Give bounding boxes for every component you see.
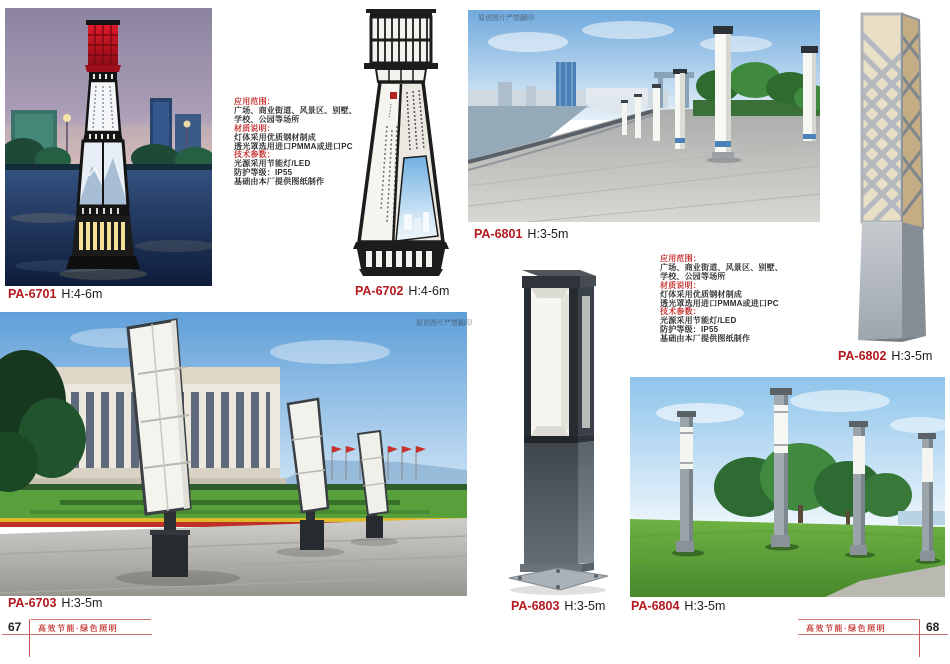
spec-line: 广场、商业街道、风景区、别墅、: [234, 105, 357, 115]
lawn-scene: [630, 377, 945, 597]
model-number: PA-6803: [511, 599, 560, 613]
label-pa6703: [8, 596, 102, 610]
height-spec: H:3-5m: [527, 227, 569, 241]
watermark-text: 原创图片严禁翻印: [416, 320, 472, 327]
photo-pa6701: [5, 8, 212, 286]
spec-line: 光源采用节能灯/LED: [660, 316, 737, 326]
lattice-column-drawing: [845, 6, 945, 346]
spec-block-left: [234, 98, 357, 187]
spec-title-material: 材质说明：: [660, 280, 701, 290]
footer-rule-top-left: [31, 619, 151, 620]
label-pa6804: [631, 599, 725, 613]
model-number: PA-6701: [8, 287, 57, 301]
spec-line: 基础由本厂提供图纸制作: [234, 177, 325, 187]
footer-rule-top-right: [798, 619, 918, 620]
footer-rule-bottom-left: [2, 634, 152, 635]
watermark-text: 原创图片严禁翻印: [478, 15, 534, 22]
spec-line: 灯体采用优质钢材制成: [234, 132, 316, 142]
height-spec: H:3-5m: [564, 599, 606, 613]
spec-title-tech: 技术参数：: [234, 150, 275, 160]
spec-line: 基础由本厂提供图纸制作: [660, 334, 751, 344]
spec-line: 透光罩选用进口PMMA或进口PC: [660, 298, 779, 308]
height-spec: H:3-5m: [61, 596, 103, 610]
model-number: PA-6703: [8, 596, 57, 610]
photo-pa6703: [0, 312, 467, 596]
spec-title-tech: 技术参数：: [660, 307, 701, 317]
render-pa6702: [344, 6, 459, 280]
render-pa6803: [506, 254, 611, 599]
spec-line: 广场、商业街道、风景区、别墅、: [660, 262, 783, 272]
page-number-right: 68: [926, 620, 940, 634]
spec-title-material: 材质说明：: [234, 123, 275, 133]
footer-slogan-right: 高效节能·绿色照明: [806, 624, 887, 633]
footer-divider-right: [919, 619, 920, 657]
label-pa6803: [511, 599, 605, 613]
night-plaza-scene: [5, 8, 212, 286]
spec-block-right: [660, 255, 783, 344]
spec-line: 光源采用节能灯/LED: [234, 159, 311, 169]
spec-line: 防护等级：IP55: [234, 168, 293, 178]
waterfront-scene: [468, 10, 820, 222]
spec-title-application: 应用范围：: [234, 97, 275, 106]
render-pa6802: [845, 6, 945, 346]
building-plaza-scene: [0, 312, 467, 596]
height-spec: H:3-5m: [891, 349, 933, 363]
spec-line: 学校、公园等场所: [234, 114, 300, 124]
label-pa6801: [474, 227, 568, 241]
photo-pa6801: [468, 10, 820, 222]
model-number: PA-6801: [474, 227, 523, 241]
label-pa6802: [838, 349, 932, 363]
label-pa6702: [355, 284, 449, 298]
spec-line: 透光罩选用进口PMMA或进口PC: [234, 141, 353, 151]
footer-rule-bottom-right: [798, 634, 948, 635]
photo-pa6804: [630, 377, 945, 597]
footer-divider-left: [29, 619, 30, 657]
model-number: PA-6802: [838, 349, 887, 363]
spec-line: 防护等级：IP55: [660, 325, 719, 335]
spec-line: 学校、公园等场所: [660, 271, 726, 281]
footer-slogan-left: 高效节能·绿色照明: [38, 624, 119, 633]
column-light-drawing: [506, 254, 611, 599]
label-pa6701: [8, 287, 102, 301]
model-number: PA-6702: [355, 284, 404, 298]
spec-line: 灯体采用优质钢材制成: [660, 289, 742, 299]
model-number: PA-6804: [631, 599, 680, 613]
height-spec: H:4-6m: [408, 284, 450, 298]
tower-lamp-drawing: [344, 6, 459, 280]
page-number-left: 67: [8, 620, 22, 634]
height-spec: H:4-6m: [61, 287, 103, 301]
height-spec: H:3-5m: [684, 599, 726, 613]
spec-title-application: 应用范围：: [660, 254, 701, 263]
